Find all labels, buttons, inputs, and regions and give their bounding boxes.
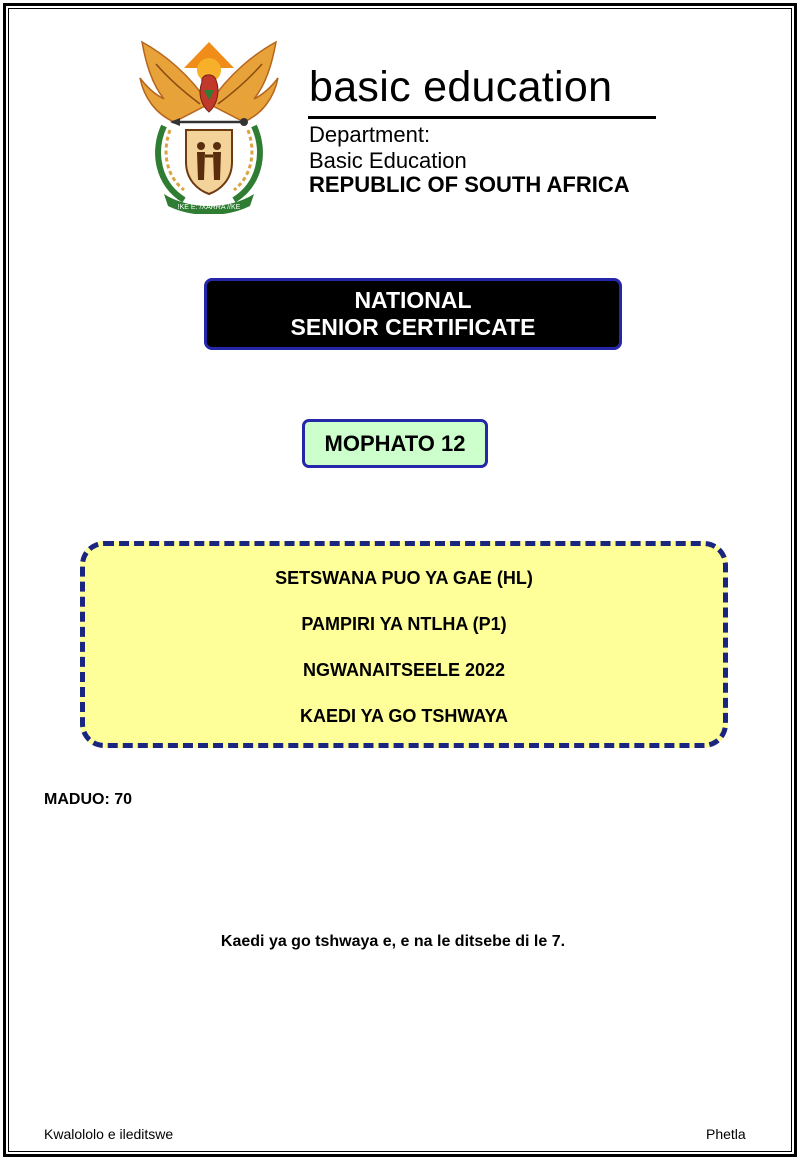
brand-title: basic education [309,63,613,111]
certificate-line-2: SENIOR CERTIFICATE [290,314,536,340]
brand-underline [308,116,656,119]
subject-panel [80,541,728,748]
certificate-banner [204,278,622,350]
certificate-line-1: NATIONAL [354,287,472,313]
footer-turn-over: Phetla [706,1126,746,1142]
south-africa-coat-of-arms-icon [134,34,284,214]
country-name: REPUBLIC OF SOUTH AFRICA [309,172,630,197]
department-name: Basic Education [309,148,467,173]
department-label: Department: [309,122,431,147]
subject-line-session: NGWANAITSEELE 2022 [302,660,506,680]
grade-badge: MOPHATO 12 [302,419,488,468]
page-count-note: Kaedi ya go tshwaya e, e na le ditsebe di le 7. [220,933,566,950]
footer-copyright: Kwalololo e ileditswe [44,1126,174,1142]
subject-line-paper: PAMPIRI YA NTLHA (P1) [301,614,507,634]
total-marks: MADUO: 70 [44,791,133,808]
subject-line-language: SETSWANA PUO YA GAE (HL) [275,568,533,588]
coat-of-arms-motto: !KE E: /XARRA //KE [177,204,241,211]
subject-line-document-type: KAEDI YA GO TSHWAYA [299,706,509,726]
